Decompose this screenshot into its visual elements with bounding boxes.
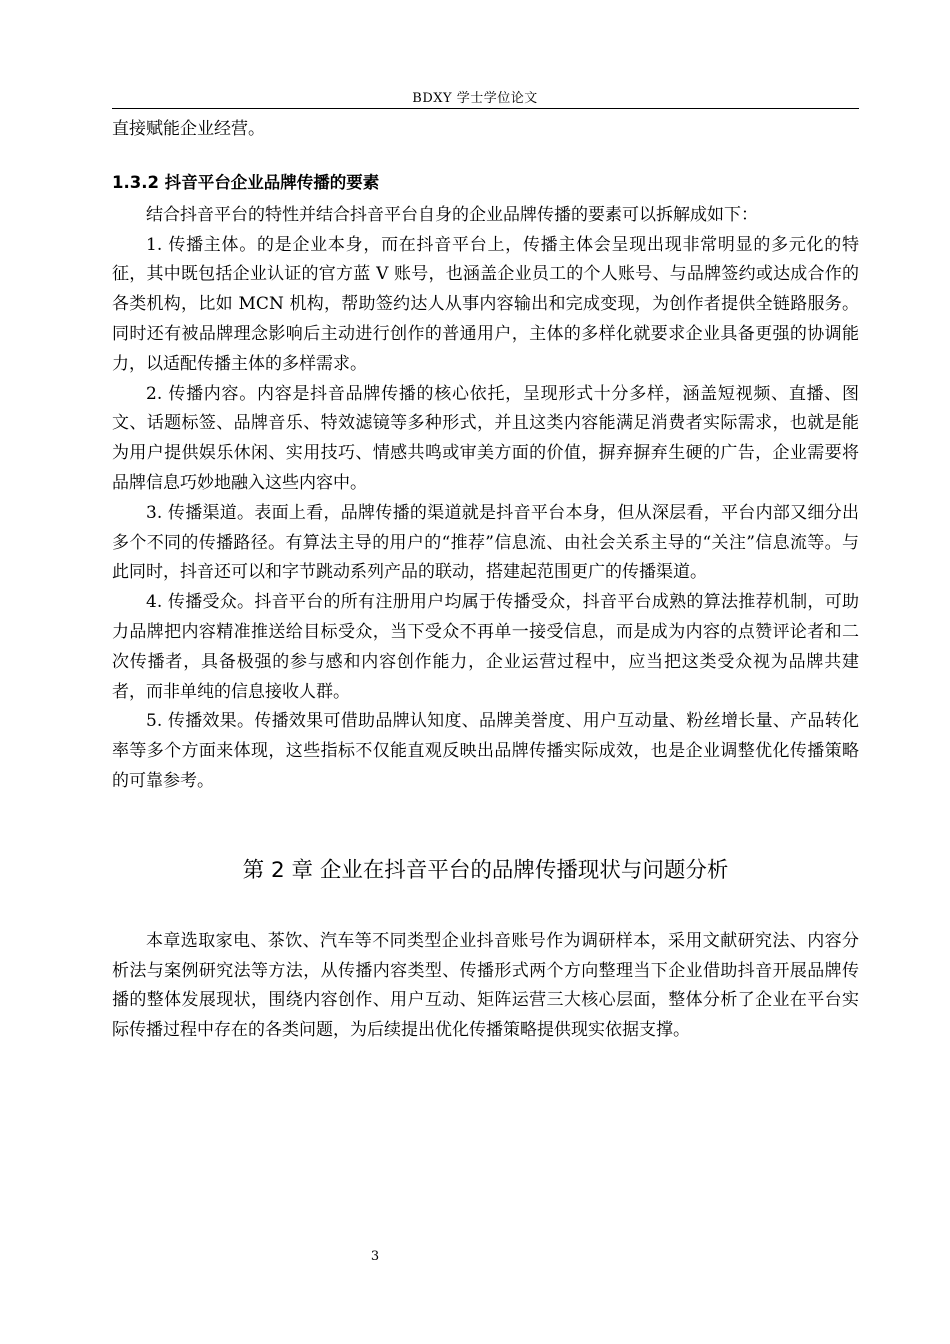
section-heading: 1.3.2 抖音平台企业品牌传播的要素 [112,172,380,192]
page-number: 3 [370,1249,380,1264]
element-item-4: 4. 传播受众。抖音平台的所有注册用户均属于传播受众，抖音平台成熟的算法推荐机制，可助力品牌把内容精准推送给目标受众，当下受众不再单一接受信息，而是成为内容的点赞评论者和二次传播者，具备极强的参与感和内容创作能力，企业运营过程中，应当把这类受众视为品牌共建者，而非单纯的信息接收人群。 [112,592,859,702]
element-item-5: 5. 传播效果。传播效果可借助品牌认知度、品牌美誉度、用户互动量、粉丝增长量、产品转化率等多个方面来体现，这些指标不仅能直观反映出品牌传播实际成效，也是企业调整优化传播策略的可靠参考。 [112,711,859,791]
header-divider [112,108,859,109]
element-item-2: 2. 传播内容。内容是抖音品牌传播的核心依托，呈现形式十分多样，涵盖短视频、直播、图文、话题标签、品牌音乐、特效滤镜等多种形式，并且这类内容能满足消费者实际需求，也就是能为用户提供娱乐休闲、实用技巧、情感共鸣或审美方面的价值，摒弃摒弃生硬的广告，企业需要将品牌信息巧妙地融入这些内容中。 [112,383,859,493]
element-item-3: 3. 传播渠道。表面上看，品牌传播的渠道就是抖音平台本身，但从深层看，平台内部又细分出多个不同的传播路径。有算法主导的用户的“推荐”信息流、由社会关系主导的“关注”信息流等。与此同时，抖音还可以和字节跳动系列产品的联动，搭建起范围更广的传播渠道。 [112,502,859,583]
page-header-title: BDXY 学士学位论文 [412,91,538,106]
section-intro-paragraph: 结合抖音平台的特性并结合抖音平台自身的企业品牌传播的要素可以拆解成如下： [146,204,758,225]
chapter-intro-paragraph: 本章选取家电、茶饮、汽车等不同类型企业抖音账号作为调研样本，采用文献研究法、内容分析法与案例研究法等方法，从传播内容类型、传播形式两个方向整理当下企业借助抖音开展品牌传播的整体发展现状，围绕内容创作、用户互动、矩阵运营三大核心层面，整体分析了企业在平台实际传播过程中存在的各类问题，为后续提出优化传播策略提供现实依据支撑。 [112,930,859,1041]
chapter-heading: 第 2 章 企业在抖音平台的品牌传播现状与问题分析 [242,857,729,883]
page-body [112,115,859,1046]
continuation-paragraph: 直接赋能企业经营。 [112,119,265,139]
element-item-1: 1. 传播主体。的是企业本身，而在抖音平台上，传播主体会呈现出现非常明显的多元化的特征，其中既包括企业认证的官方蓝 V 账号，也涵盖企业员工的个人账号、与品牌签约或达成合作的各类机构，比如 MCN 机构，帮助签约达人从事内容输出和完成变现，为创作者提供全链路服务。同时还有被品牌理念影响后主动进行创作的普通用户，主体的多样化就要求企业具备更强的协调能力，以适配传播主体的多样需求。 [112,234,859,374]
